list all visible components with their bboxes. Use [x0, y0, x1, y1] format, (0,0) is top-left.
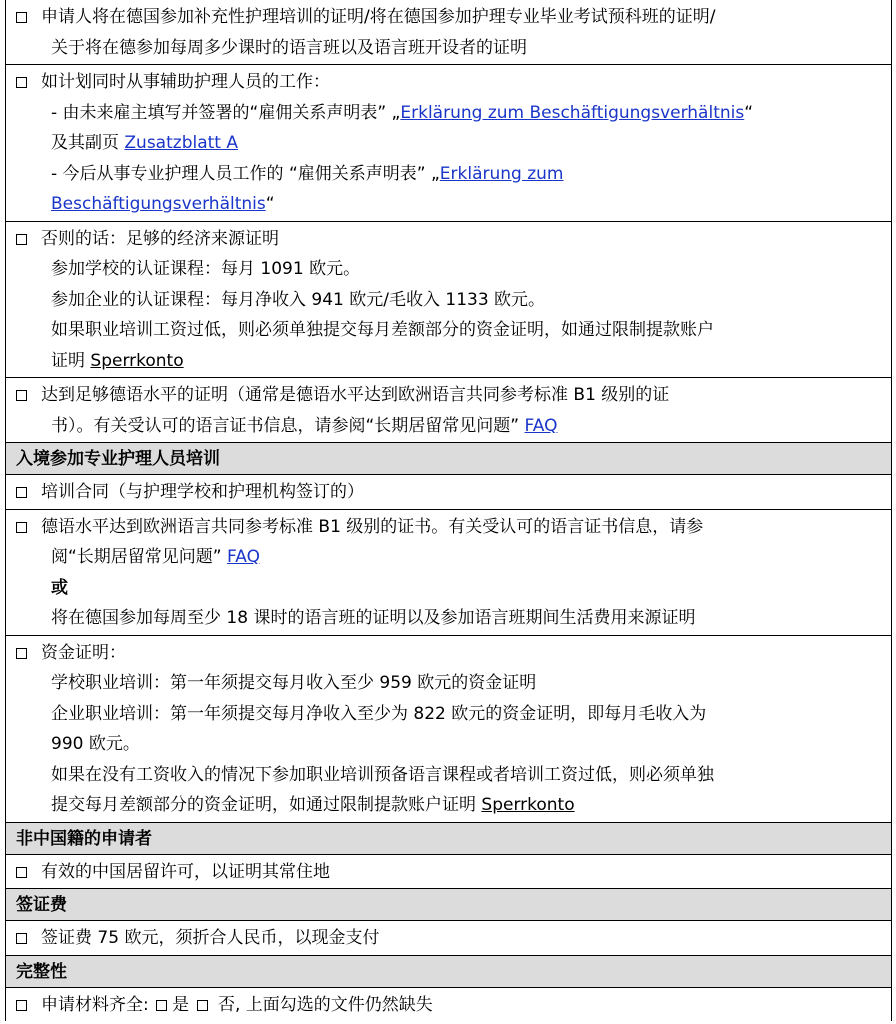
checkbox[interactable] [16, 867, 27, 878]
checkbox[interactable] [16, 77, 27, 88]
item-text: 申请人将在德国参加补充性护理培训的证明/将在德国参加护理专业毕业考试预科班的证明/ [41, 7, 716, 27]
checkbox[interactable] [16, 487, 27, 498]
item-text: 达到足够德语水平的证明（通常是德语水平达到欧洲语言共同参考标准 B1 级别的证 [41, 385, 670, 405]
checkbox-no[interactable] [197, 1000, 208, 1011]
checkbox[interactable] [16, 12, 27, 23]
item-text: 有效的中国居留许可，以证明其常住地 [41, 861, 330, 882]
checklist-item-training-contract [6, 475, 891, 510]
item-text: “ [265, 194, 275, 214]
section-title: 入境参加专业护理人员培训 [16, 449, 220, 469]
checkbox[interactable] [16, 933, 27, 944]
employment-declaration-link[interactable]: Erklärung zum Beschäftigungsverhältnis [400, 102, 745, 123]
item-text: 签证费 75 欧元，须折合人民币，以现金支付 [41, 928, 380, 948]
checkbox[interactable] [16, 234, 27, 245]
checklist-item-visa-fee [6, 921, 891, 956]
item-text: 书）。有关受认可的语言证书信息，请参阅“长期居留常见问题” [51, 415, 525, 436]
sperrkonto-link[interactable]: Sperrkonto [481, 795, 575, 815]
section-header-visa-fee [6, 889, 891, 921]
checklist-item-funds-proof [6, 636, 891, 823]
checklist-item-residence-permit [6, 855, 891, 890]
checkbox[interactable] [16, 522, 27, 533]
checklist-item-financial-means [6, 222, 891, 379]
item-text: 阅“长期居留常见问题” [51, 547, 228, 567]
item-text: 如计划同时从事辅助护理人员的工作： [41, 72, 330, 92]
checklist-item-completeness [6, 988, 891, 1022]
item-text: - 今后从事专业护理人员工作的 “雇佣关系声明表” „ [51, 163, 440, 184]
checkbox[interactable] [16, 1000, 27, 1011]
section-title: 签证费 [16, 895, 67, 915]
item-text: 证明 [51, 350, 91, 371]
checkbox[interactable] [16, 648, 27, 659]
section-header-non-chinese [6, 823, 891, 855]
item-text: - 由未来雇主填写并签署的“雇佣关系声明表” „ [51, 102, 401, 123]
zusatzblatt-a-link[interactable]: Zusatzblatt A [124, 133, 238, 153]
item-text: 参加企业的认证课程：每月净收入 941 欧元/毛收入 1133 欧元。 [51, 289, 546, 310]
item-text: 资金证明： [41, 642, 126, 663]
item-text: 申请材料齐全: [41, 994, 155, 1015]
sperrkonto-link[interactable]: Sperrkonto [90, 350, 184, 371]
item-text: 企业职业培训：第一年须提交每月净收入至少为 822 欧元的资金证明，即每月毛收入为 [51, 703, 707, 724]
no-label: 否, 上面勾选的文件仍然缺失 [212, 994, 433, 1015]
employment-declaration-link-2-cont[interactable]: Beschäftigungsverhältnis [51, 194, 266, 214]
item-text: 德语水平达到欧洲语言共同参考标准 B1 级别的证书。有关受认可的语言证书信息，请参 [41, 516, 704, 537]
item-text: 学校职业培训：第一年须提交每月收入至少 959 欧元的资金证明 [51, 673, 537, 693]
item-text: 990 欧元。 [51, 734, 140, 754]
item-text: “ [744, 102, 754, 123]
faq-link[interactable]: FAQ [227, 547, 260, 567]
section-header-nursing-training [6, 443, 891, 475]
faq-link[interactable]: FAQ [524, 415, 558, 436]
item-text: 如果在没有工资收入的情况下参加职业培训预备语言课程或者培训工资过低，则必须单独 [51, 764, 714, 785]
checklist-item-training-proof [6, 0, 891, 65]
checklist-item-german-level [6, 378, 891, 443]
item-text: 关于将在德参加每周多少课时的语言班以及语言班开设者的证明 [51, 37, 527, 58]
item-text: 培训合同（与护理学校和护理机构签订的） [41, 482, 364, 502]
section-header-completeness [6, 956, 891, 988]
item-text: 提交每月差额部分的资金证明，如通过限制提款账户证明 [51, 795, 482, 815]
item-text: 参加学校的认证课程：每月 1091 欧元。 [51, 259, 361, 279]
or-label: 或 [51, 577, 68, 598]
item-text: 否则的话：足够的经济来源证明 [41, 228, 279, 249]
yes-label: 是 [172, 994, 195, 1015]
checkbox-yes[interactable] [156, 1000, 167, 1011]
section-title: 非中国籍的申请者 [16, 828, 152, 849]
checklist-item-language-certificate [6, 510, 891, 636]
employment-declaration-link-2[interactable]: Erklärung zum [439, 163, 564, 184]
item-text: 如果职业培训工资过低，则必须单独提交每月差额部分的资金证明，如通过限制提款账户 [51, 320, 714, 340]
checklist-table [5, 0, 892, 1021]
section-title: 完整性 [16, 961, 67, 982]
item-text: 将在德国参加每周至少 18 课时的语言班的证明以及参加语言班期间生活费用来源证明 [51, 608, 696, 628]
checklist-item-assistant-work [6, 65, 891, 222]
item-text: 及其副页 [51, 133, 125, 153]
checkbox[interactable] [16, 390, 27, 401]
